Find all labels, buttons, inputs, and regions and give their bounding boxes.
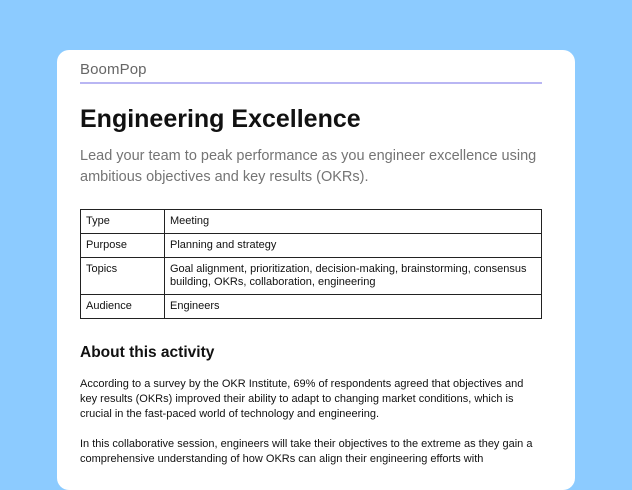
table-key: Type — [81, 210, 165, 234]
table-key: Audience — [81, 295, 165, 319]
body-paragraph: In this collaborative session, engineers will take their objectives to the extreme as they gain a comprehensive understanding of how OKRs can align their engineering efforts with — [80, 438, 533, 465]
brand-logo: BoomPop — [80, 61, 147, 78]
brand-divider — [80, 82, 542, 84]
table-value: Meeting — [165, 210, 542, 234]
table-row — [81, 210, 542, 234]
table-row — [81, 295, 542, 319]
table-value: Planning and strategy — [165, 234, 542, 258]
activity-card — [57, 50, 575, 490]
info-table — [80, 209, 542, 319]
section-heading: About this activity — [80, 344, 215, 361]
table-key: Purpose — [81, 234, 165, 258]
table-row — [81, 258, 542, 295]
table-value: Goal alignment, prioritization, decision-making, brainstorming, consensus building, OKRs, collaboration, engineering — [165, 258, 542, 295]
table-row — [81, 234, 542, 258]
table-value: Engineers — [165, 295, 542, 319]
page-title: Engineering Excellence — [80, 105, 361, 133]
table-key: Topics — [81, 258, 165, 295]
page-subtitle: Lead your team to peak performance as you engineer excellence using ambitious objectives and key results (OKRs). — [80, 148, 537, 185]
body-paragraph: According to a survey by the OKR Institute, 69% of respondents agreed that objectives and key results (OKRs) improved their ability to adapt to changing market conditions, which is crucial in the fast-paced world of technology and engineering. — [80, 378, 524, 420]
